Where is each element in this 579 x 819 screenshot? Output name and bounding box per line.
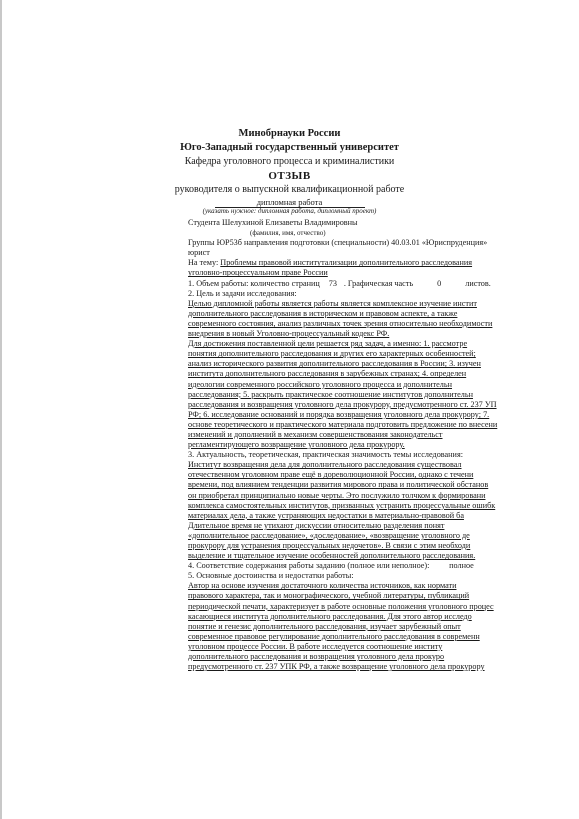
section2-line: дополнительного расследования в историческом и правовом аспекте, а также <box>188 308 458 318</box>
group-line-cont: юрист <box>188 248 210 258</box>
section4-label: 4. Соответствие содержания работы заданию (полное или неполное): <box>188 561 430 571</box>
section2-line: института дополнительного расследования в зарубежных странах; 4. определен <box>188 369 467 379</box>
section5-heading: 5. Основные достоинства и недостатки работы: <box>188 571 354 581</box>
section4-line <box>188 561 579 571</box>
section5-line: предусмотренного ст. 237 УПК РФ, а также возвращение уголовного дела прокурору <box>188 662 485 672</box>
scan-edge <box>0 0 2 819</box>
section4-value: полное <box>432 561 492 571</box>
work-type: дипломная работа <box>215 197 365 208</box>
section1-line <box>188 279 579 289</box>
section5-line: касающиеся института дополнительного расследования. Для этого автор исследо <box>188 611 472 621</box>
graphics-label: . Графическая часть <box>343 278 414 288</box>
section5-line: периодической печати, характеризует в работе основные положения уголовного процес <box>188 601 494 611</box>
section2-line: Целью дипломной работы является работы является комплексное изучение инстит <box>188 298 477 308</box>
topic-label: На тему: <box>188 258 219 268</box>
department-name: Кафедра уголовного процесса и криминалистики <box>184 156 395 167</box>
document-subtitle: руководителя о выпускной квалификационной работе <box>174 184 405 195</box>
section1-label: 1. Объем работы: количество страниц <box>188 278 320 288</box>
section2-heading: 2. Цель и задачи исследования: <box>188 288 297 298</box>
section3-line: времени, под влиянием тенденции развития мирового права и политической обстанов <box>188 480 489 490</box>
review-body <box>188 218 579 672</box>
section3-line: комплекса самостоятельных институтов, призванных устранить процессуальные ошибк <box>188 500 496 510</box>
section2-line: Для достижения поставленной цели решается ряд задач, а именно: 1. рассмотре <box>188 339 468 349</box>
section5-line: правового характера, так и монографического, учебной литературы, публикаций <box>188 591 470 601</box>
section3-heading: 3. Актуальность, теоретическая, практическая значимость темы исследования: <box>188 450 463 460</box>
section2-line: анализ исторического развития дополнительного расследования в России; 3. изучен <box>188 359 481 369</box>
graphics-count: 0 <box>415 279 463 289</box>
student-line: Студента Шелухиной Елизаветы Владимировны <box>188 218 358 227</box>
pages-count: 73 <box>322 279 344 289</box>
section3-line: он приобретал принципиально новые черты. Это послужило толчком к формировани <box>188 490 486 500</box>
ministry-name: Минобрнауки России <box>238 128 341 139</box>
graphics-unit: листов. <box>465 278 491 288</box>
group-line: Группы ЮР53б направления подготовки (специальности) 40.03.01 «Юриспруденция» <box>188 238 488 248</box>
section3-line: отечественном уголовном праве ещё в дореволюционной России, однако с течени <box>188 470 474 480</box>
section3-line: Длительное время не утихают дискуссии относительно разделения понят <box>188 520 445 530</box>
student-hint: (фамилия, имя, отчество) <box>250 229 326 238</box>
section2-line: основе теоретического и практического материала подготовить предложение по внесени <box>188 419 498 429</box>
section2-line: регламентирующего возвращение уголовного дела прокурору. <box>188 440 405 450</box>
topic-line <box>188 258 579 268</box>
section3-line: Институт возвращения дела для дополнительного расследования существовал <box>188 460 462 470</box>
section2-line: внедрения в новый Уголовно-процессуальный кодекс РФ. <box>188 329 390 339</box>
section2-line: идеологии современного российского уголовного процесса и дополнительн <box>188 379 453 389</box>
section3-line: выделение и тщательное изучение особенностей дополнительного расследования. <box>188 551 476 561</box>
topic-text-cont: уголовно-процессуальном праве России <box>188 268 328 278</box>
section3-line: «дополнительное расследование», «доследование», «возвращение уголовного де <box>188 530 470 540</box>
section5-line: Автор на основе изучения достаточного количества источников, как нормати <box>188 581 457 591</box>
topic-text: Проблемы правовой институтализации дополнительного расследования <box>220 258 473 268</box>
university-name: Юго-Западный государственный университет <box>180 142 399 153</box>
section3-line: прокурору для устранения процессуальных недочетов». В связи с этим необходи <box>188 541 471 550</box>
section2-line: современного состояния, анализ различных точек зрения относительно необходимости <box>188 318 493 328</box>
section2-line: расследования и возвращения уголовного дела прокурору, предусмотренного ст. 237 УП <box>188 399 497 409</box>
document-title: ОТЗЫВ <box>268 170 311 182</box>
section5-line: современное правовое регулирование дополнительного расследования в современн <box>188 631 480 641</box>
section5-line: понятие и генезис дополнительного расследования, изучает зарубежный опыт <box>188 621 461 631</box>
work-type-hint: (указать нужное: дипломная работа, дипломный проект) <box>202 207 377 215</box>
section2-line: расследования; 5. раскрыть практическое соотношение институтов дополнительн <box>188 389 473 399</box>
section5-line: дополнительного расследования и возвращения уголовного дела прокуро <box>188 652 445 662</box>
section2-line: понятия дополнительного расследования и других его характерных особенностей; <box>188 349 476 359</box>
section3-line: материалах дела, а также устраняющих недостатки в материально-правовой ба <box>188 510 464 520</box>
section2-line: РФ; 6. исследование оснований и порядка возвращения уголовного дела прокурору; 7. <box>188 409 490 419</box>
section5-line: уголовном процессе России. В работе исследуется соотношение институ <box>188 641 443 651</box>
section2-line: изменений и дополнений в механизм совершенствования законодательст <box>188 429 443 439</box>
